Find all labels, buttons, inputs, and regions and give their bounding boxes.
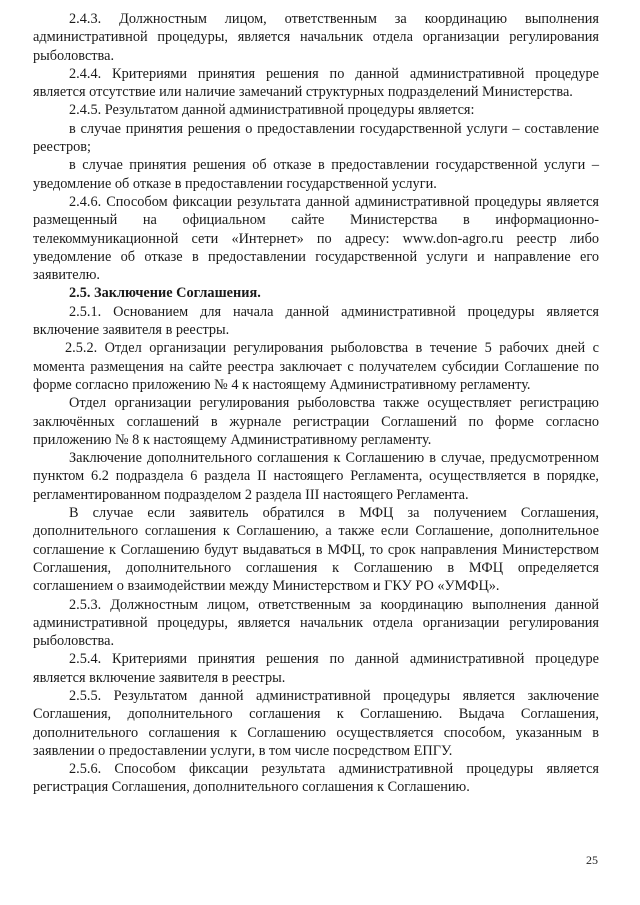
- paragraph-2-4-3: 2.4.3. Должностным лицом, ответственным за координацию выполнения административной процедуры, является начальник отдела организации регулирования рыболовства.: [33, 11, 599, 64]
- paragraph-2-5-6: 2.5.6. Способом фиксации результата административной процедуры является регистрация Соглашения, дополнительного соглашения к Соглашению.: [33, 761, 599, 796]
- paragraph-2-4-6: 2.4.6. Способом фиксации результата данной административной процедуры является размещенный на официальном сайте Министерства в информационно-телекоммуникационной сети «Интернет» по адресу: www.don-agro.ru реестр либо уведомление об отказе в предоставлении государственной услуги и направление его заявителю.: [33, 193, 599, 284]
- paragraph-registration-journal: Отдел организации регулирования рыболовства также осуществляет регистрацию заключённых соглашений в журнале регистрации Соглашений по форме согласно приложению № 8 к настоящему Административному регламенту.: [33, 395, 599, 448]
- paragraph-2-4-4: 2.4.4. Критериями принятия решения по данной административной процедуре является отсутствие или наличие замечаний структурных подразделений Министерства.: [33, 65, 599, 101]
- paragraph-2-5-2: 2.5.2. Отдел организации регулирования рыболовства в течение 5 рабочих дней с момента размещения на сайте реестра заключает с получателем субсидии Соглашение по форме согласно приложению № 4 к настоящему Административному регламенту.: [33, 340, 599, 393]
- paragraph-2-4-5-case-approval: в случае принятия решения о предоставлении государственной услуги – составление реестров;: [33, 120, 599, 156]
- paragraph-2-5-1: 2.5.1. Основанием для начала данной административной процедуры является включение заявителя в реестры.: [33, 303, 599, 339]
- paragraph-additional-agreement: Заключение дополнительного соглашения к Соглашению в случае, предусмотренном пунктом 6.2 подраздела 6 раздела II настоящего Регламента, осуществляется в порядке, регламентированном подразделом 2 раздела III настоящего Регламента.: [33, 450, 599, 503]
- paragraph-2-5-3: 2.5.3. Должностным лицом, ответственным за координацию выполнения данной административной процедуры, является начальник отдела организации регулирования рыболовства.: [33, 596, 599, 650]
- paragraph-2-5-4: 2.5.4. Критериями принятия решения по данной административной процедуре является включение заявителя в реестры.: [33, 651, 599, 686]
- paragraph-mfc: В случае если заявитель обратился в МФЦ за получением Соглашения, дополнительного соглашения к Соглашению, а также если Соглашение, дополнительное соглашение к Соглашению будут выдаваться в МФЦ, то срок направления Министерством Соглашения, дополнительного соглашения к Соглашению в МФЦ определяется соглашением о взаимодействии между Министерством и ГКУ РО «УМФЦ».: [33, 505, 599, 595]
- paragraph-2-5-5: 2.5.5. Результатом данной административной процедуры является заключение Соглашения, дополнительного соглашения к Соглашению. Выдача Соглашения, дополнительного соглашения к Соглашению осуществляется способом, указанным в заявлении о предоставлении услуги, в том числе посредством ЕПГУ.: [33, 687, 599, 759]
- paragraph-2-4-5-case-refusal: в случае принятия решения об отказе в предоставлении государственной услуги – уведомление об отказе в предоставлении государственной услуги.: [33, 157, 599, 192]
- paragraph-2-4-5: 2.4.5. Результатом данной административной процедуры является:: [69, 102, 475, 119]
- document-body: [33, 10, 599, 797]
- section-heading-2-5: 2.5. Заключение Соглашения.: [69, 285, 261, 302]
- page-number: 25: [586, 853, 598, 867]
